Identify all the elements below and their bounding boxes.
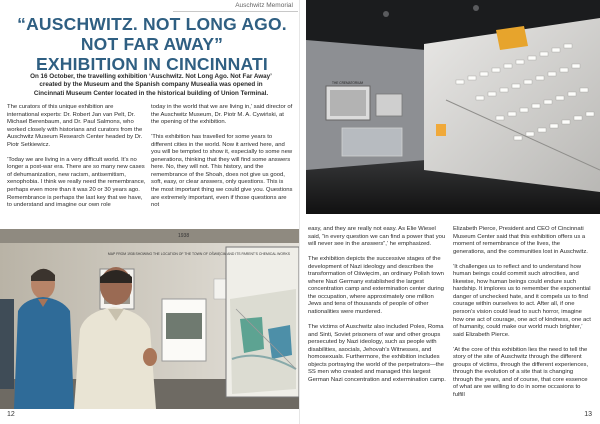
photo-exhibition-hall [306,0,600,214]
paragraph: The exhibition depicts the successive stages of the development of Nazi ideology and describes the transformation of Oświęcim, an ordinary Polish town where Nazi Germany established the largest concentration camp and extermination center during the occupation, where approximately one million Jews and tens of thousands of people of other nationalities were murdered. [308,256,444,315]
paragraph: The victims of Auschwitz also included Poles, Roma and Sinti, Soviet prisoners of war and other groups persecuted by Nazi ideology, such as people with disabilities, asocials, Jehovah’s Witnesses, and homosexuals. Furthermore, the exhibition includes objects portraying the world of the perpetrators—the SS men who created and managed this largest German Nazi concentration and extermination camp. [308,324,446,383]
paragraph: ‘It challenges us to reflect and to understand how human beings could commit such atrocities, and likewise, how human beings could endure such hardship. It implores us to remember the exponential danger of unchecked hate, and it compels us to find courage within ourselves to act. After all, if one person’s vision could lead to such horror, imagine how one act of courage, one act of kindness, one act of humanity, could make our world much brighter,’ said Elizabeth Pierce. [453,263,591,338]
right-column-1 [308,226,447,392]
title-line-1: “AUSCHWITZ. NOT LONG AGO. [17,14,287,34]
paragraph: ‘At the core of this exhibition lies the need to tell the story of the site of Auschwitz through the different groups of victims, through the different experiences, through the evolution of a site that is changing through the years, and of course, that core essence of what are we willing to do in some occasions to fulfill [453,346,589,398]
right-column-2 [453,226,593,407]
article-title [14,14,290,74]
paragraph: Elizabeth Pierce, President and CEO of Cincinnati Museum Center said that this exhibition offers us a moment of remembrance of the lives, the generations, and the communities lost in Auschwitz. [453,226,588,255]
paragraph: ‘Today we are living in a very difficult world. It’s no longer a post-war era. There are so many new cases of dehumanization, new racism, antisemitism, xenophobia. I think we really need the remembrance, perhaps even more than it was 20 or 30 years ago. Remembrance is perhaps the last key that we have, to understand and imagine our own role [7,156,146,209]
right-page [300,0,600,424]
title-line-2: NOT FAR AWAY” [80,34,224,54]
page-number-right: 13 [584,411,592,418]
section-label: Auschwitz Memorial [235,2,293,9]
title-line-3: EXHIBITION IN CINCINNATI [36,54,268,74]
paragraph: today in the world that we are living in,’ said director of the Auschwitz Museum, Dr. Piotr M. A. Cywiński, at the opening of the exhibition. [151,104,293,126]
paragraph: easy, and they are really not easy. As Elie Wiesel said, “in every question we can find a power that you will never see in the answers”,’ he emphasized. [308,226,446,248]
section-rule [173,11,298,12]
map-title-text: MAP FROM 1938 SHOWING THE LOCATION OF THE TOWN OF OŚWIĘCIM AND ITS PARENT'S CHEMICAL WORKS [107,252,290,256]
photo-visitors-at-map [0,229,299,409]
paragraph: The curators of this unique exhibition are international experts: Dr. Robert Jan van Pelt, Dr. Michael Berenbaum, and Dr. Paul Salmons, who worked closely with historians and curators from the Auschwitz Museum Research Center headed by Dr. Piotr Setkiewicz. [7,104,143,148]
photo-visitors-illustration [0,229,299,409]
left-column-2 [151,104,293,217]
paragraph: ‘This exhibition has travelled for some years to different cities in the world. Now it arrived here, and you will be tempted to show it, especially to some new generations, thinking that they will find some answers here. No, they will not. This history, and the remembrance of the Shoah, does not give us good, soft, easy, or clear answers, only questions. This is the most important thing we could give you. Questions are extremely important, even if those questions are not [151,134,293,209]
left-column-1 [7,104,146,217]
page-number-left: 12 [7,411,15,418]
wall-label-text: THE CREMATORIUM [332,81,364,85]
year-label: 1938 [178,233,190,239]
lead-paragraph: On 16 October, the travelling exhibition ‘Auschwitz. Not Long Ago. Not Far Away’ created by the Museum and the Spanish company Musealia was opened in Cincinnati Museum Center located in the historical building of Union Terminal. [30,73,272,97]
photo-exhibition-illustration [306,0,600,214]
